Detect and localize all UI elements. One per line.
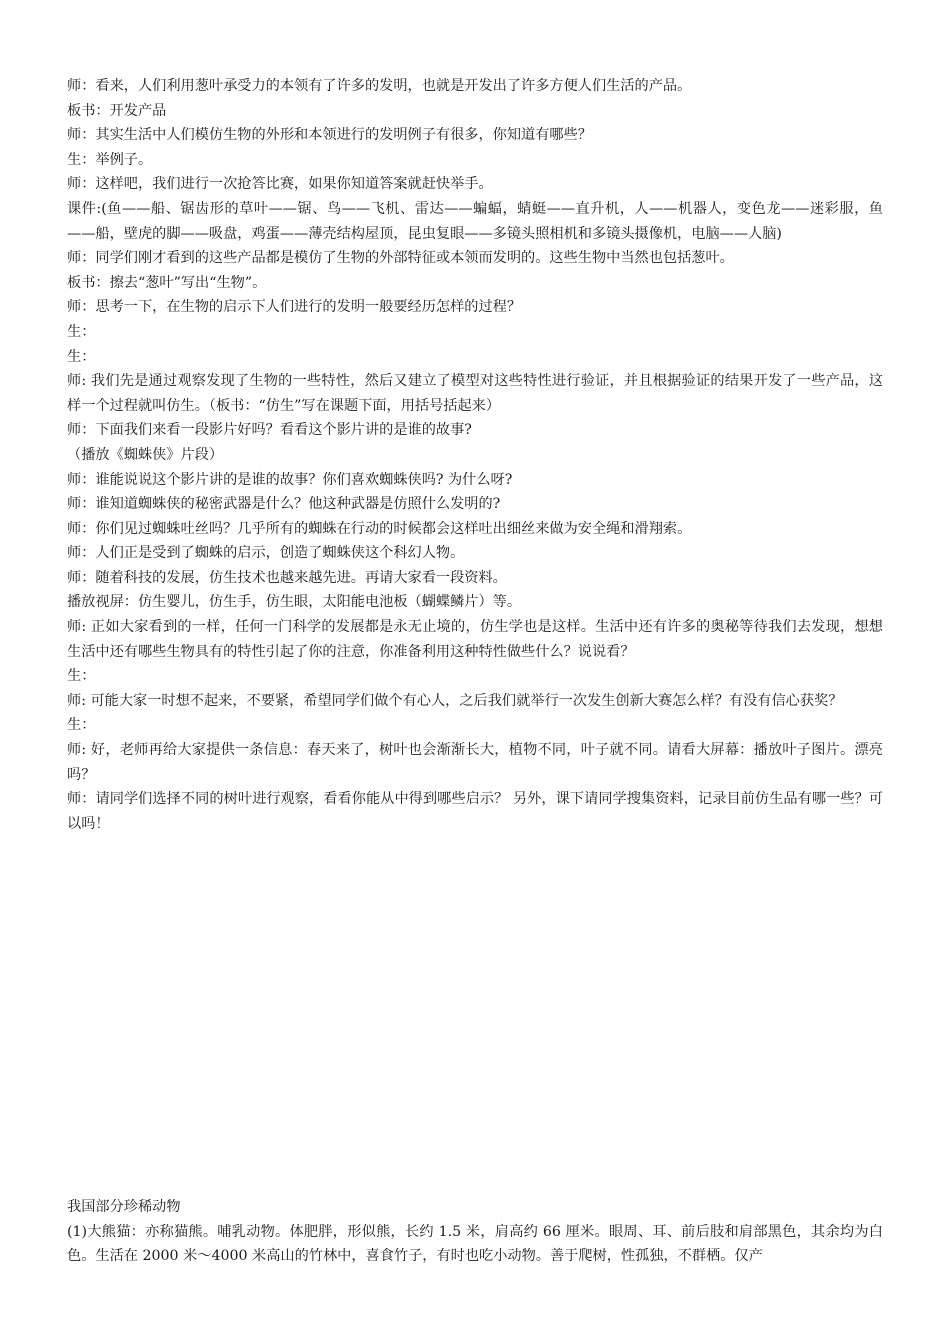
lesson-line-9: 师：思考一下，在生物的启示下人们进行的发明一般要经历怎样的过程？ xyxy=(67,299,522,316)
rare-animals-section xyxy=(67,1195,883,1269)
lesson-transcript xyxy=(67,74,883,836)
lesson-line-17: 师：你们见过蜘蛛吐丝吗？几乎所有的蜘蛛在行动的时候都会这样吐出细丝来做为安全绳和滑翔索。 xyxy=(67,520,692,537)
play-video-bionics: 播放视屏：仿生婴儿，仿生手，仿生眼，太阳能电池板（蝴蝶鳞片）等。 xyxy=(67,594,522,611)
lesson-line-25: 师: 好，老师再给大家提供一条信息：春天来了，树叶也会渐渐长大，植物不同，叶子就不同。请看大屏幕：播放叶子图片。漂亮吗？ xyxy=(67,742,883,783)
lesson-line-7: 师：同学们刚才看到的这些产品都是模仿了生物的外部特征或本领而发明的。这些生物中当然也包括葱叶。 xyxy=(67,250,734,267)
lesson-line-21: 师: 正如大家看到的一样，任何一门科学的发展都是永无止境的，仿生学也是这样。生活中还有许多的奥秘等待我们去发现，想想生活中还有哪些生物具有的特性引起了你的注意，你准备利用这种特性做些什么？说说看？ xyxy=(67,619,883,660)
student-line-examples: 生：举例子。 xyxy=(67,151,153,168)
lesson-line-18: 师：人们正是受到了蜘蛛的启示，创造了蜘蛛侠这个科幻人物。 xyxy=(67,545,465,562)
giant-panda-entry: (1)大熊猫：亦称猫熊。哺乳动物。体肥胖，形似熊，长约 1.5 米，肩高约 66 厘米。眼周、耳、前后肢和肩部黑色，其余均为白色。生活在 2000 米～4000 米高山的竹林中，喜食竹子，有时也吃小动物。善于爬树，性孤独，不群栖。仅产 xyxy=(67,1223,883,1265)
lesson-line-19: 师：随着科技的发展，仿生技术也越来越先进。再请大家看一段资料。 xyxy=(67,569,507,586)
lesson-line-26: 师：请同学们选择不同的树叶进行观察，看看你能从中得到哪些启示？ 另外，课下请同学搜集资料，记录目前仿生品有哪一些？可以吗！ xyxy=(67,791,883,832)
student-line-blank: 生： xyxy=(67,323,96,340)
student-line-blank: 生： xyxy=(67,348,96,365)
blackboard-note-biology: 板书：擦去“葱叶”写出“生物”。 xyxy=(67,274,267,291)
play-spiderman-clip: （播放《蜘蛛侠》片段） xyxy=(67,446,224,463)
lesson-line-23: 师: 可能大家一时想不起来，不要紧，希望同学们做个有心人，之后我们就举行一次发生创新大赛怎么样？有没有信心获奖？ xyxy=(67,692,843,709)
student-line-blank: 生： xyxy=(67,717,96,734)
lesson-line-3: 师：其实生活中人们模仿生物的外形和本领进行的发明例子有很多，你知道有哪些？ xyxy=(67,127,592,144)
lesson-line-13: 师：下面我们来看一段影片好吗？看看这个影片讲的是谁的故事? xyxy=(67,422,472,439)
blackboard-note-develop-products: 板书：开发产品 xyxy=(67,102,167,119)
lesson-line-bionics-definition: 师: 我们先是通过观察发现了生物的一些特性，然后又建立了模型对这些特性进行验证，并且根据验证的结果开发了一些产品，这样一个过程就叫仿生。（板书：“仿生”写在课题下面，用括号括起来） xyxy=(67,373,883,414)
courseware-example-list: 课件:(鱼——船、锯齿形的草叶——锯、鸟——飞机、雷达——蝙蝠，蜻蜓——直升机，人——机器人，变色龙——迷彩服，鱼——船，壁虎的脚——吸盘，鸡蛋——薄壳结构屋顶，昆虫复眼——多镜头照相机和多镜头摄像机，电脑——人脑) xyxy=(67,200,883,242)
lesson-line-16: 师：谁知道蜘蛛侠的秘密武器是什么？他这种武器是仿照什么发明的? xyxy=(67,496,501,513)
lesson-line-1: 师：看来，人们利用葱叶承受力的本领有了许多的发明，也就是开发出了许多方便人们生活的产品。 xyxy=(67,78,692,94)
student-line-blank: 生： xyxy=(67,668,96,685)
lesson-line-5: 师：这样吧，我们进行一次抢答比赛，如果你知道答案就赶快举手。 xyxy=(67,176,493,193)
lesson-line-15: 师：谁能说说这个影片讲的是谁的故事？你们喜欢蜘蛛侠吗? 为什么呀? xyxy=(67,471,513,488)
section-heading: 我国部分珍稀动物 xyxy=(67,1199,181,1215)
